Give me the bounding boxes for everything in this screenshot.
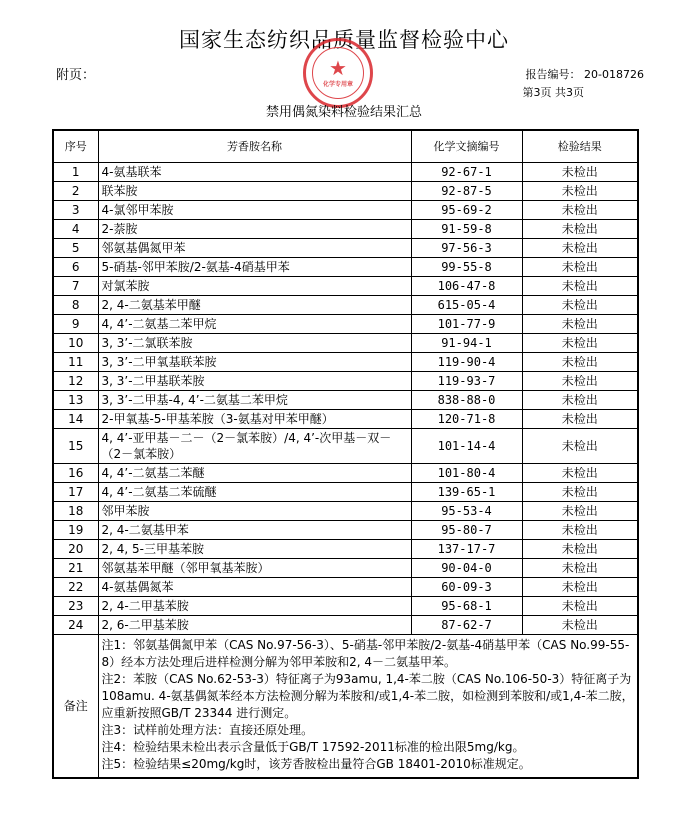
- row-name: 2, 4-二氨基甲苯: [98, 521, 411, 540]
- row-cas: 90-04-0: [411, 559, 522, 578]
- table-row: [53, 502, 638, 521]
- table-row: [53, 483, 638, 502]
- row-name: 邻氨基偶氮甲苯: [98, 239, 411, 258]
- table-row: [53, 220, 638, 239]
- table-row: [53, 315, 638, 334]
- row-result: 未检出: [522, 391, 638, 410]
- row-no: 3: [53, 201, 98, 220]
- row-cas: 60-09-3: [411, 578, 522, 597]
- row-name: 4, 4’-亚甲基－二－（2－氯苯胺）/4, 4’-次甲基－双－（2－氯苯胺）: [98, 429, 411, 464]
- row-cas: 95-69-2: [411, 201, 522, 220]
- row-result: 未检出: [522, 464, 638, 483]
- header-name: 芳香胺名称: [98, 130, 411, 163]
- row-name: 2, 6-二甲基苯胺: [98, 616, 411, 635]
- row-result: 未检出: [522, 353, 638, 372]
- row-result: 未检出: [522, 334, 638, 353]
- row-no: 8: [53, 296, 98, 315]
- row-no: 15: [53, 429, 98, 464]
- table-row: [53, 296, 638, 315]
- table-row: [53, 277, 638, 296]
- row-no: 9: [53, 315, 98, 334]
- star-icon: ★: [329, 56, 347, 80]
- table-header-row: [53, 130, 638, 163]
- row-no: 21: [53, 559, 98, 578]
- table-row: [53, 597, 638, 616]
- row-result: 未检出: [522, 521, 638, 540]
- table-row: [53, 521, 638, 540]
- row-name: 邻甲苯胺: [98, 502, 411, 521]
- row-name: 3, 3’-二氯联苯胺: [98, 334, 411, 353]
- row-result: 未检出: [522, 220, 638, 239]
- table-row: [53, 429, 638, 464]
- row-cas: 95-68-1: [411, 597, 522, 616]
- row-no: 20: [53, 540, 98, 559]
- row-result: 未检出: [522, 296, 638, 315]
- row-no: 11: [53, 353, 98, 372]
- row-result: 未检出: [522, 258, 638, 277]
- row-result: 未检出: [522, 315, 638, 334]
- row-result: 未检出: [522, 429, 638, 464]
- table-row: [53, 464, 638, 483]
- row-result: 未检出: [522, 410, 638, 429]
- attachment-label: 附页：: [56, 68, 96, 83]
- row-cas: 95-53-4: [411, 502, 522, 521]
- row-name: 4-氨基联苯: [98, 163, 411, 182]
- row-no: 2: [53, 182, 98, 201]
- notes-content: [98, 635, 638, 779]
- row-name: 3, 3’-二甲氧基联苯胺: [98, 353, 411, 372]
- row-name: 4-氨基偶氮苯: [98, 578, 411, 597]
- row-no: 22: [53, 578, 98, 597]
- row-result: 未检出: [522, 483, 638, 502]
- row-cas: 137-17-7: [411, 540, 522, 559]
- note-3: 注3：试样前处理方法：直接还原处理。: [101, 723, 314, 737]
- row-cas: 95-80-7: [411, 521, 522, 540]
- row-no: 5: [53, 239, 98, 258]
- row-name: 2, 4, 5-三甲基苯胺: [98, 540, 411, 559]
- row-cas: 99-55-8: [411, 258, 522, 277]
- page-info: 第3页 共3页: [522, 86, 584, 99]
- row-result: 未检出: [522, 182, 638, 201]
- row-name: 4, 4’-二氨基二苯醚: [98, 464, 411, 483]
- row-cas: 615-05-4: [411, 296, 522, 315]
- row-cas: 119-90-4: [411, 353, 522, 372]
- row-name: 2, 4-二甲基苯胺: [98, 597, 411, 616]
- table-row: [53, 182, 638, 201]
- row-no: 13: [53, 391, 98, 410]
- row-cas: 91-94-1: [411, 334, 522, 353]
- row-no: 18: [53, 502, 98, 521]
- row-name: 4, 4’-二氨基二苯甲烷: [98, 315, 411, 334]
- row-no: 19: [53, 521, 98, 540]
- table-row: [53, 239, 638, 258]
- table-row: [53, 616, 638, 635]
- table-row: [53, 334, 638, 353]
- table-row: [53, 391, 638, 410]
- row-cas: 97-56-3: [411, 239, 522, 258]
- row-cas: 119-93-7: [411, 372, 522, 391]
- results-table: [52, 129, 639, 779]
- header-no: 序号: [53, 130, 98, 163]
- row-result: 未检出: [522, 540, 638, 559]
- row-no: 6: [53, 258, 98, 277]
- row-result: 未检出: [522, 616, 638, 635]
- row-result: 未检出: [522, 597, 638, 616]
- row-cas: 87-62-7: [411, 616, 522, 635]
- row-cas: 101-14-4: [411, 429, 522, 464]
- row-name: 邻氨基苯甲醚（邻甲氧基苯胺）: [98, 559, 411, 578]
- note-5: 注5：检验结果≤20mg/kg时，该芳香胺检出量符合GB 18401-2010标准规定。: [101, 757, 531, 771]
- row-no: 4: [53, 220, 98, 239]
- table-row: [53, 559, 638, 578]
- note-1: 注1：邻氨基偶氮甲苯（CAS No.97-56-3）、5-硝基-邻甲苯胺/2-氨基-4硝基甲苯（CAS No.99-55-8）经本方法处理后进样检测分解为邻甲苯胺和2, 4－二氨基甲苯。: [101, 638, 630, 669]
- header-result: 检验结果: [522, 130, 638, 163]
- document-title: 国家生态纺织品质量监督检验中心: [179, 28, 509, 52]
- row-no: 10: [53, 334, 98, 353]
- row-name: 4-氯邻甲苯胺: [98, 201, 411, 220]
- row-no: 23: [53, 597, 98, 616]
- seal-text: 化学专用章: [322, 81, 353, 88]
- report-number: 报告编号： 20-018726: [525, 68, 644, 81]
- row-no: 17: [53, 483, 98, 502]
- note-2: 注2：苯胺（CAS No.62-53-3）特征离子为93amu, 1,4-苯二胺（CAS No.106-50-3）特征离子为108amu. 4-氨基偶氮苯经本方法检测分解为苯胺和/或1,4-苯二胺，如检测到苯胺和/或1,4-苯二胺，应重新按照GB/T 23344 进行测定。: [101, 672, 634, 720]
- row-result: 未检出: [522, 559, 638, 578]
- table-row: [53, 201, 638, 220]
- row-cas: 92-87-5: [411, 182, 522, 201]
- table-subtitle: 禁用偶氮染料检验结果汇总: [265, 105, 422, 120]
- note-4: 注4：检验结果未检出表示含量低于GB/T 17592-2011标准的检出限5mg/kg。: [101, 740, 525, 754]
- red-seal-stamp: [303, 38, 373, 108]
- row-name: 5-硝基-邻甲苯胺/2-氨基-4硝基甲苯: [98, 258, 411, 277]
- row-cas: 101-80-4: [411, 464, 522, 483]
- row-no: 1: [53, 163, 98, 182]
- table-row: [53, 410, 638, 429]
- row-no: 12: [53, 372, 98, 391]
- notes-row: [53, 635, 638, 779]
- row-cas: 91-59-8: [411, 220, 522, 239]
- row-result: 未检出: [522, 201, 638, 220]
- header-cas: 化学文摘编号: [411, 130, 522, 163]
- table-row: [53, 540, 638, 559]
- row-result: 未检出: [522, 277, 638, 296]
- row-result: 未检出: [522, 578, 638, 597]
- row-no: 16: [53, 464, 98, 483]
- notes-label: 备注: [53, 635, 98, 779]
- table-row: [53, 258, 638, 277]
- row-result: 未检出: [522, 372, 638, 391]
- table-row: [53, 163, 638, 182]
- row-cas: 106-47-8: [411, 277, 522, 296]
- table-row: [53, 372, 638, 391]
- row-name: 3, 3’-二甲基联苯胺: [98, 372, 411, 391]
- row-name: 联苯胺: [98, 182, 411, 201]
- row-no: 24: [53, 616, 98, 635]
- row-name: 3, 3’-二甲基-4, 4’-二氨基二苯甲烷: [98, 391, 411, 410]
- row-cas: 120-71-8: [411, 410, 522, 429]
- row-name: 对氯苯胺: [98, 277, 411, 296]
- row-no: 14: [53, 410, 98, 429]
- row-cas: 92-67-1: [411, 163, 522, 182]
- row-cas: 139-65-1: [411, 483, 522, 502]
- table-row: [53, 578, 638, 597]
- row-result: 未检出: [522, 163, 638, 182]
- row-cas: 838-88-0: [411, 391, 522, 410]
- row-result: 未检出: [522, 239, 638, 258]
- table-row: [53, 353, 638, 372]
- row-name: 2-甲氧基-5-甲基苯胺（3-氨基对甲苯甲醚）: [98, 410, 411, 429]
- row-name: 2-萘胺: [98, 220, 411, 239]
- row-name: 4, 4’-二氨基二苯硫醚: [98, 483, 411, 502]
- row-name: 2, 4-二氨基苯甲醚: [98, 296, 411, 315]
- row-result: 未检出: [522, 502, 638, 521]
- row-no: 7: [53, 277, 98, 296]
- row-cas: 101-77-9: [411, 315, 522, 334]
